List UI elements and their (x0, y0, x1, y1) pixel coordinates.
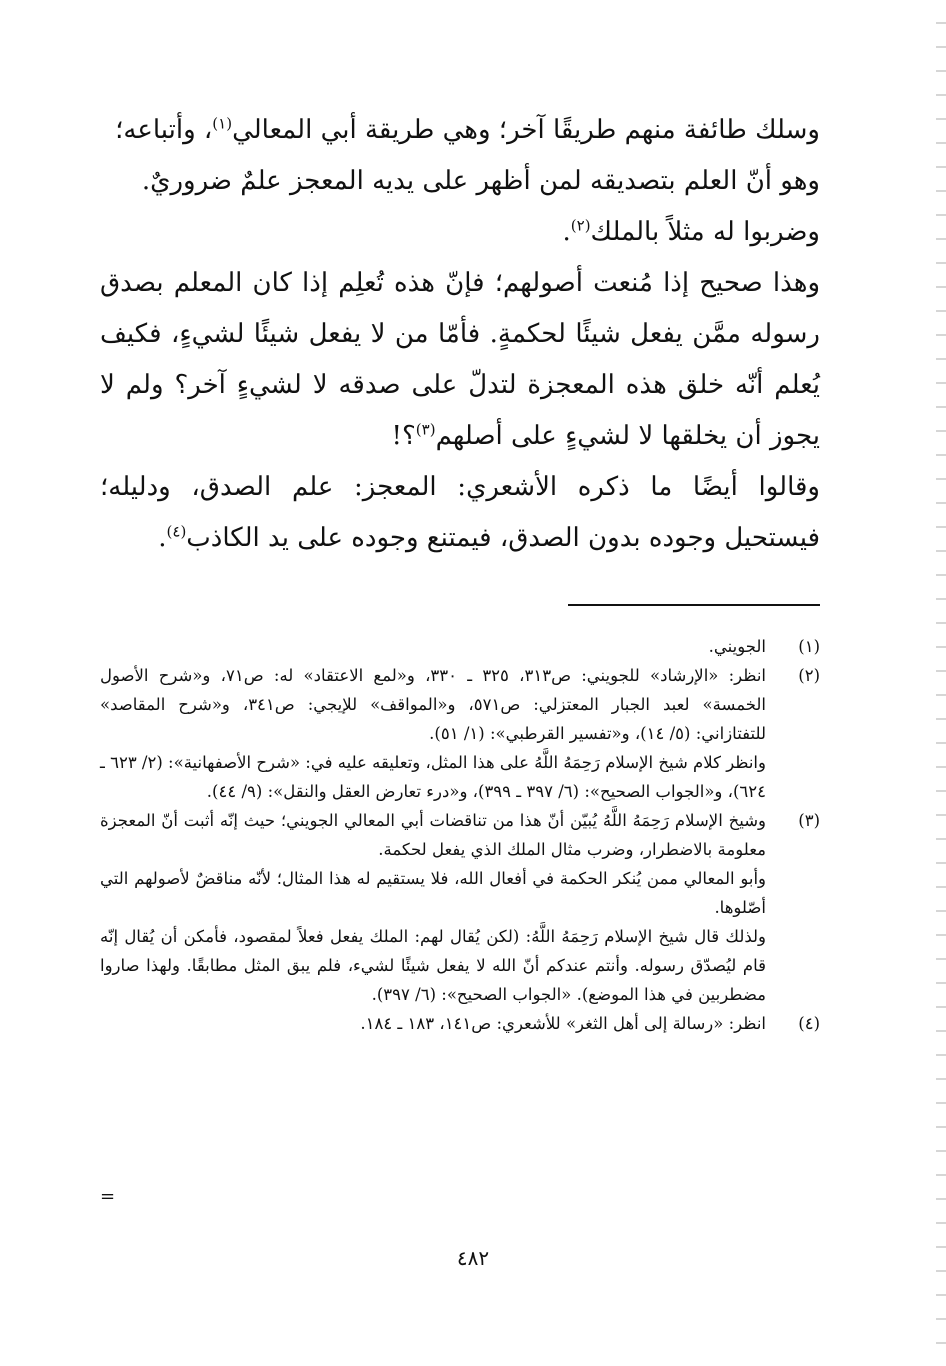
footnote-body (100, 1009, 766, 1038)
footnote-line: وشيخ الإسلام رَحِمَهُ اللَّهُ يُبيّن أنّ هذا من تناقضات أبي المعالي الجويني؛ حيث إنّه أثبت أنّ المعجزة معلومة بالاضطرار، وضرب مثال الملك الذي يفعل لحكمة. (100, 811, 766, 859)
footnote-number: (١) (798, 637, 820, 656)
footnote-number: (٢) (798, 666, 820, 685)
p1-line3-text: وضربوا له مثلاً بالملك (590, 217, 820, 247)
main-text (100, 105, 820, 564)
p3-text: وقالوا أيضًا ما ذكره الأشعري: المعجز: علم الصدق، ودليله؛ فيستحيل وجوده بدون الصدق، فيمتنع وجوده على يد الكاذب (100, 472, 820, 553)
footnote-line: وأبو المعالي ممن يُنكر الحكمة في أفعال الله، فلا يستقيم له هذا المثال؛ لأنّه مناقضٌ لأصولهم التي أصّلوها. (100, 869, 766, 917)
paragraph-1 (100, 105, 820, 258)
p1-line1-end: ، وأتباعه؛ (115, 115, 213, 145)
footnote-1 (100, 632, 820, 661)
continuation-mark: = (100, 1186, 116, 1207)
p1-line3-end: . (562, 217, 571, 247)
p1-line2-text: وهو أنّ العلم بتصديقه لمن أظهر على يديه المعجز علمٌ ضروريٌ. (141, 166, 820, 196)
footnotes (100, 632, 820, 1038)
footnote-number: (٤) (798, 1014, 820, 1033)
margin-dotted-edge (936, 0, 946, 1366)
footnote-ref-2[interactable]: (٢) (570, 216, 591, 235)
p2-end: ؟! (391, 421, 416, 451)
footnote-ref-1[interactable]: (١) (212, 114, 233, 133)
p1-line1-text: وسلك طائفة منهم طريقًا آخر؛ وهي طريقة أبي المعالي (232, 115, 820, 145)
footnote-line: ولذلك قال شيخ الإسلام رَحِمَهُ اللَّهُ: (لكن يُقال لهم: الملك يفعل فعلاً لمقصود، فأمكن أن يُقال إنّه قام ليُصدّق رسوله. وأنتم عندكم أنّ الله لا يفعل شيئًا لشيء، فلم يبق المثل مطابقًا. ولهذا صاروا مضطربين في هذا الموضع). «الجواب الصحيح»: (٦/ ٣٩٧). (100, 927, 766, 1004)
footnote-number: (٣) (798, 811, 820, 830)
p3-end: . (158, 523, 167, 553)
footnote-body (100, 632, 766, 661)
footnote-4 (100, 1009, 820, 1038)
paragraph-2 (100, 258, 820, 462)
footnote-line: انظر: «رسالة إلى أهل الثغر» للأشعري: ص١٤١، ١٨٣ ـ ١٨٤. (360, 1014, 766, 1033)
footnote-line: الجويني. (708, 637, 766, 656)
footnote-ref-3[interactable]: (٣) (415, 420, 436, 439)
footnote-2 (100, 661, 820, 806)
footnote-ref-4[interactable]: (٤) (166, 522, 187, 541)
p2-text: وهذا صحيح إذا مُنعت أصولهم؛ فإنّ هذه تُعلِم إذا كان المعلم بصدق رسوله ممَّن يفعل شيئًا لحكمةٍ. فأمّا من لا يفعل شيئًا لشيءٍ، فكيف يُعلم أنّه خلق هذه المعجزة لتدلّ على صدقه لا لشيءٍ آخر؟ ولم لا يجوز أن يخلقها لا لشيءٍ على أصلهم (100, 268, 820, 451)
footnote-separator (568, 604, 820, 606)
footnote-body (100, 661, 766, 806)
paragraph-3 (100, 462, 820, 564)
footnote-line: انظر: «الإرشاد» للجويني: ص٣١٣، ٣٢٥ ـ ٣٣٠، و«لمع الاعتقاد» له: ص٧١، و«شرح الأصول الخمسة» لعبد الجبار المعتزلي: ص٥٧١، و«المواقف» للإيجي: ص٣٤١، و«شرح المقاصد» للتفتازاني: (٥/ ١٤)، و«تفسير القرطبي»: (١/ ٥١). (100, 666, 766, 743)
page-number: ٤٨٢ (456, 1246, 490, 1270)
footnote-body (100, 806, 766, 1009)
footnote-3 (100, 806, 820, 1009)
footnote-line: وانظر كلام شيخ الإسلام رَحِمَهُ اللَّهُ على هذا المثل، وتعليقه عليه في: «شرح الأصفهانية»: (٢/ ٦٢٣ ـ ٦٢٤)، و«الجواب الصحيح»: (٦/ ٣٩٧ ـ ٣٩٩)، و«درء تعارض العقل والنقل»: (٩/ ٤٤). (100, 753, 766, 801)
